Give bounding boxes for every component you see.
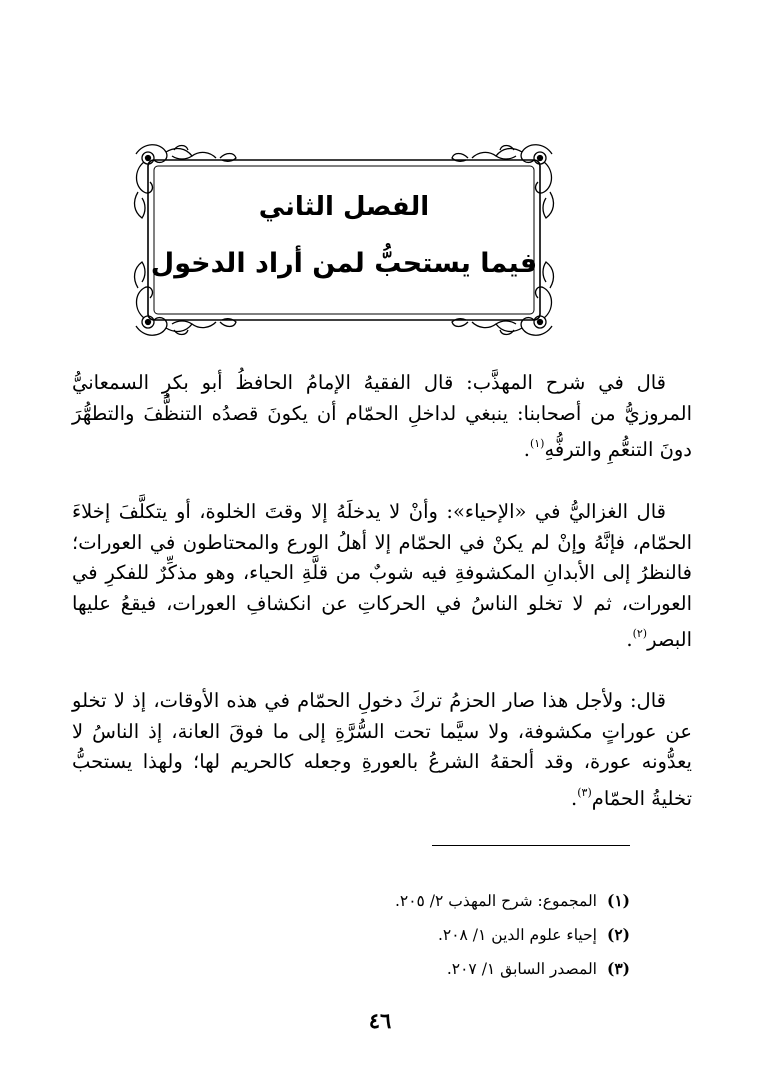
paragraph-end: . [626,628,633,651]
footnote-item [300,884,630,918]
ornamental-frame-icon [130,140,558,340]
footnote-item [300,952,630,986]
footnote-reference[interactable]: (١) [529,437,545,450]
body-paragraph [72,686,692,814]
footnote-number: (٣) [606,959,630,978]
paragraph-text: قال في شرح المهذَّب: قال الفقيهُ الإمامُ الحافظُ أبو بكرٍ السمعانيُّ المروزيُّ من أصحابنا: ينبغي لداخلِ الحمّام أن يكونَ قصدُه التنظُّفَ والتطهُّرَ دونَ التنعُّمِ والترفُّهِ [72,371,692,461]
footnote-number: (٢) [606,925,630,944]
footnote-separator [432,845,630,846]
footnote-reference[interactable]: (٢) [632,627,648,640]
chapter-heading-frame [130,140,558,340]
body-paragraph [72,368,692,466]
paragraph-end: . [523,438,530,461]
body-paragraph [72,497,692,656]
paragraph-text: قال: ولأجل هذا صار الحزمُ تركَ دخولِ الحمّام في هذه الأوقات، إذ لا تخلو عن عوراتٍ مكشوفة، ولا سيَّما تحت السُّرَّةِ إلى ما فوقَ العانة، إذ الناسُ لا يعدُّونه عورة، وقد ألحقهُ الشرعُ بالعورةِ وجعله كالحريم لها؛ ولهذا يستحبُّ تخليةُ الحمّام [72,689,692,810]
paragraph-end: . [571,786,578,810]
footnotes-list [300,884,630,986]
page-number: ٤٦ [368,1008,392,1033]
footnote-text: المجموع: شرح المهذب ٢/ ٢٠٥. [394,892,597,910]
footnote-reference[interactable]: (٣) [577,785,592,799]
paragraph-text: قال الغزاليُّ في «الإحياء»: وأنْ لا يدخلَهُ إلا وقتَ الخلوة، أو يتكلَّفَ إخلاءَ الحمّام، فإنَّهُ وإنْ لم يكنْ في الحمّام إلا أهلُ الورع والمحتاطون في العورات؛ فالنظرُ إلى الأبدانِ المكشوفةِ فيه شوبٌ من قلَّةِ الحياء، وهو مذكِّرٌ للفكرِ في العورات، ثم لا تخلو الناسُ في الحركاتِ عن انكشافِ العورات، فيقعُ عليها البصر [72,500,692,651]
footnote-item [300,918,630,952]
footnote-text: المصدر السابق ١/ ٢٠٧. [446,960,597,978]
chapter-number-heading: الفصل الثاني [258,192,430,222]
chapter-title-heading: فيما يستحبُّ لمن أراد الدخول [150,248,538,279]
footnote-text: إحياء علوم الدين ١/ ٢٠٨. [437,926,597,944]
footnote-number: (١) [606,891,630,910]
